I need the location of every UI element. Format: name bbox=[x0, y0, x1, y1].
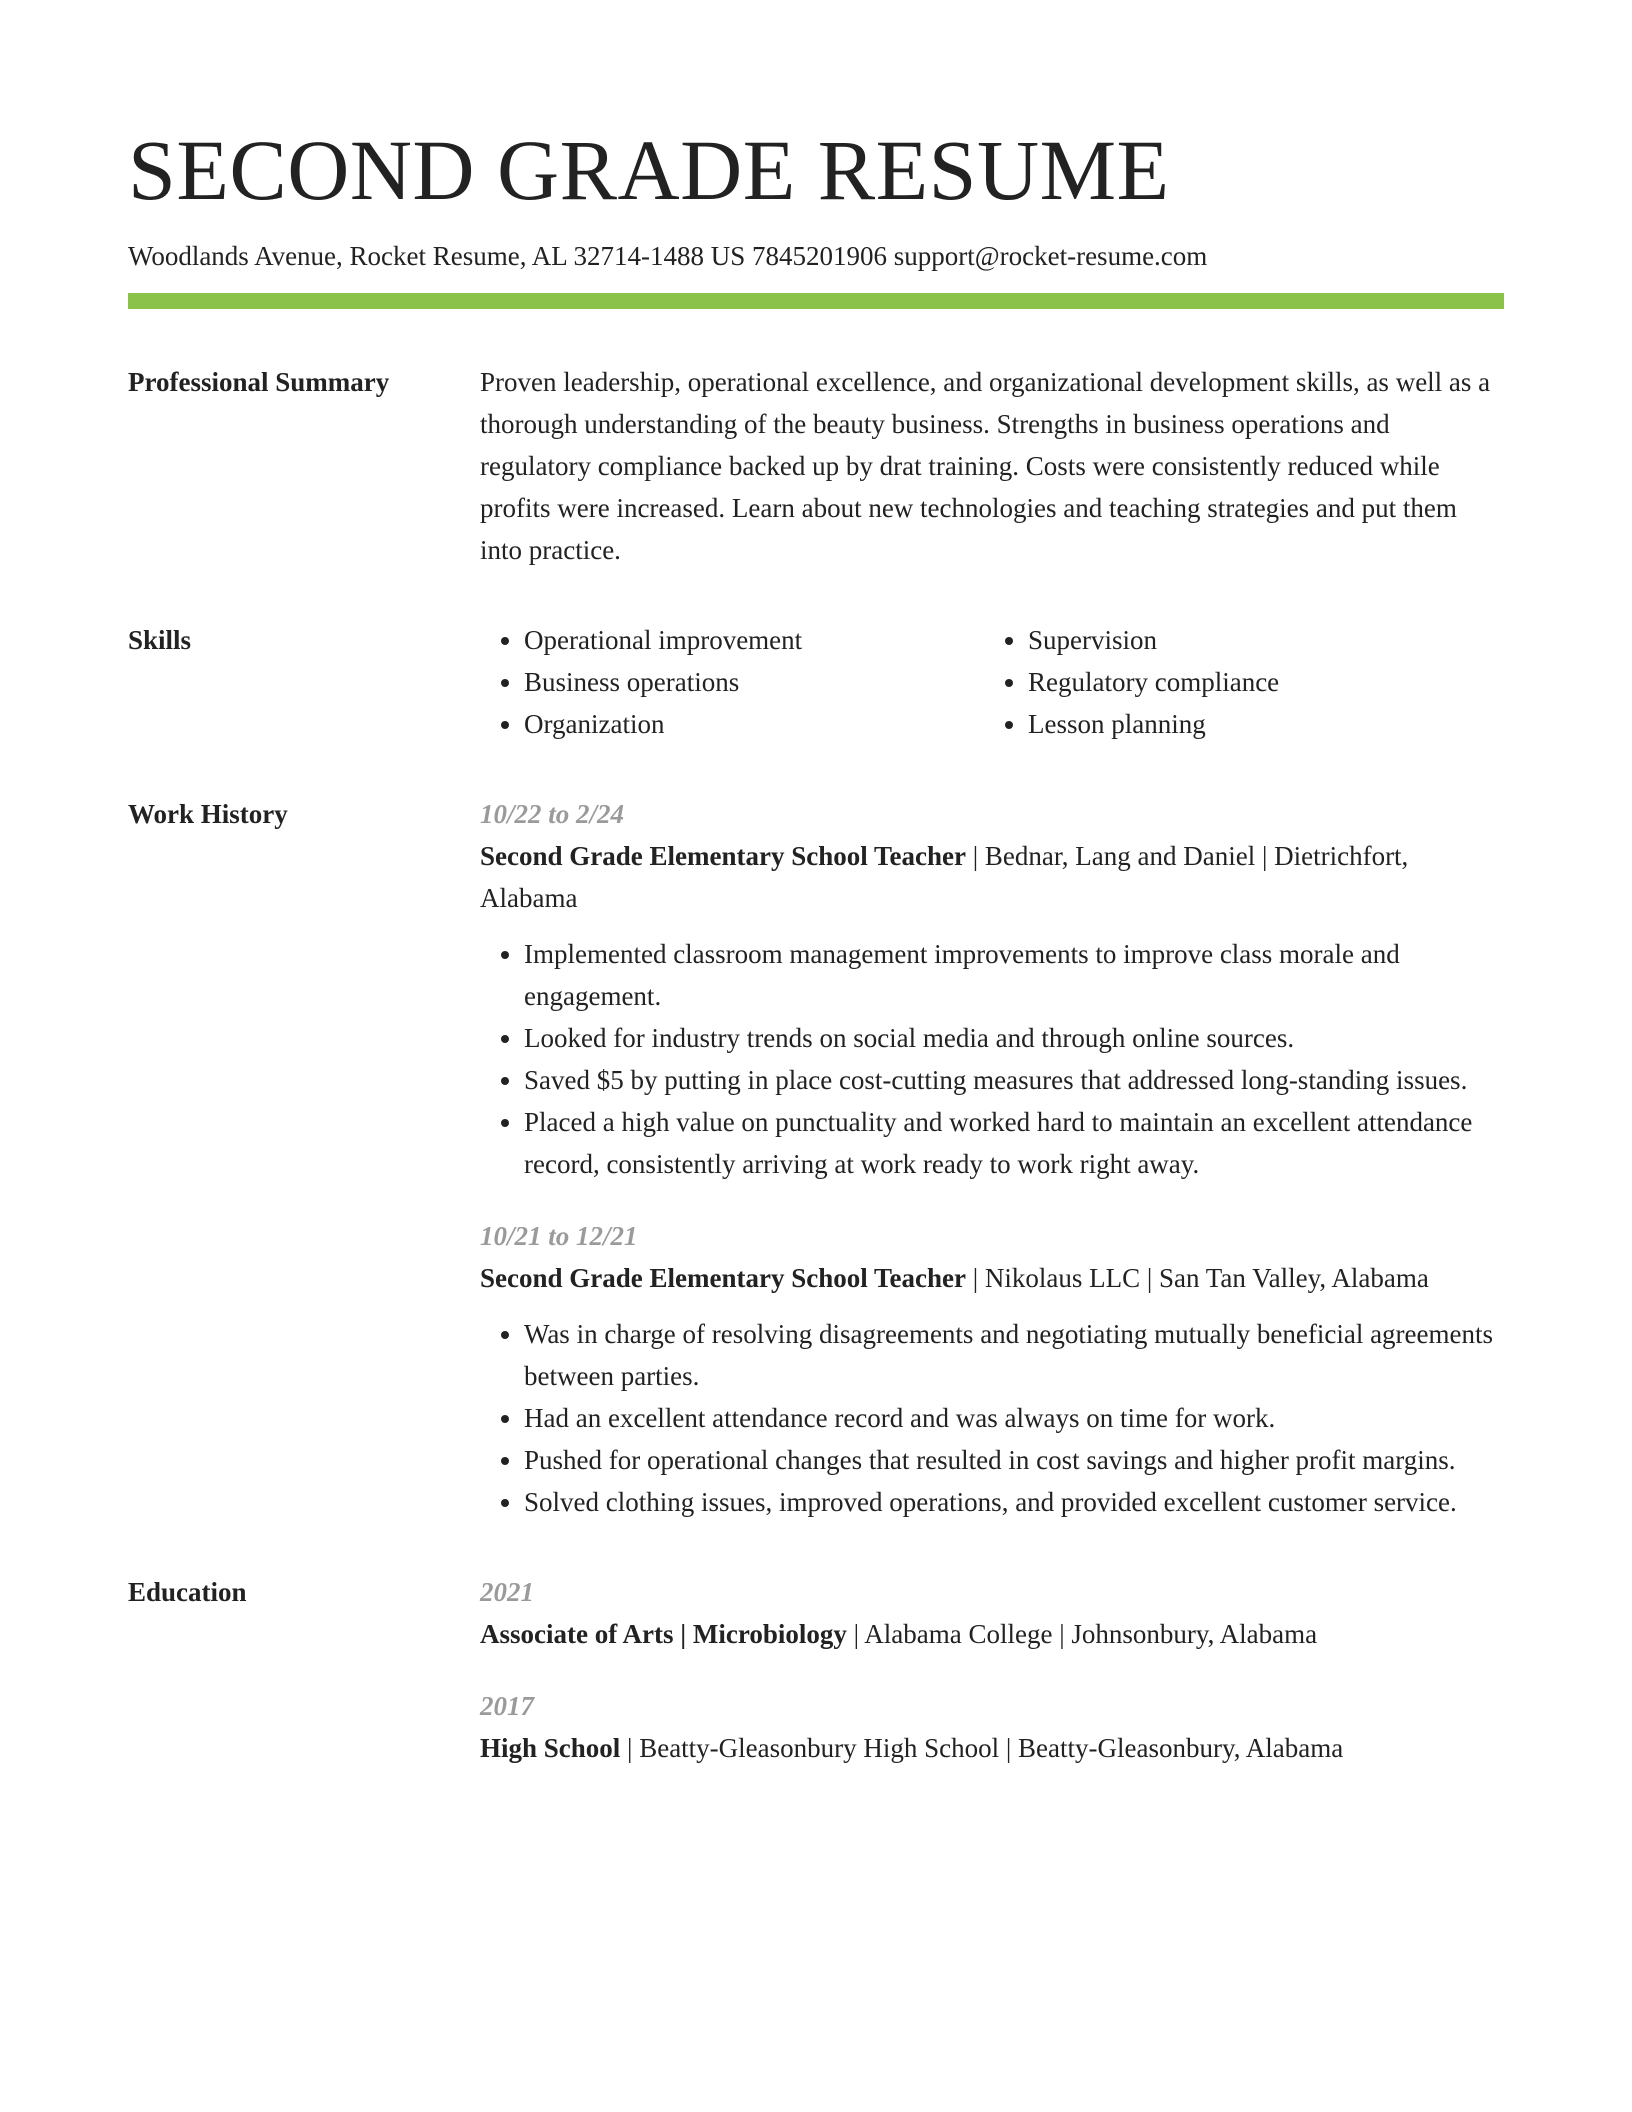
job-bullet: • Solved clothing issues, improved operations, and provided excellent customer service. bbox=[524, 1481, 1504, 1523]
job-bullets bbox=[480, 1313, 1504, 1523]
education-entry bbox=[480, 1571, 1504, 1655]
contact-phone: 7845201906 bbox=[752, 241, 888, 271]
job-bullet: • Was in charge of resolving disagreements and negotiating mutually beneficial agreements between parties. bbox=[524, 1313, 1504, 1397]
job-dates: 10/22 to 2/24 bbox=[480, 799, 625, 829]
job-entry bbox=[480, 1215, 1504, 1523]
job-bullet: • Implemented classroom management improvements to improve class morale and engagement. bbox=[524, 933, 1504, 1017]
skill-item: • Regulatory compliance bbox=[1028, 661, 1488, 703]
job-employer-location: | Nikolaus LLC | San Tan Valley, Alabama bbox=[965, 1263, 1429, 1293]
education-line bbox=[480, 1727, 1504, 1769]
education-content bbox=[480, 1571, 1504, 1769]
contact-line bbox=[128, 236, 1504, 276]
education-school-location: | Beatty-Gleasonbury High School | Beatty-Gleasonbury, Alabama bbox=[620, 1733, 1344, 1763]
job-title: Second Grade Elementary School Teacher bbox=[480, 841, 966, 871]
contact-address: Woodlands Avenue, Rocket Resume, AL 32714-1488 US bbox=[128, 241, 746, 271]
header-divider bbox=[128, 293, 1504, 309]
job-employer-location: | Bednar, Lang and Daniel | Dietrichfort, Alabama bbox=[480, 841, 1409, 913]
skills-column-1 bbox=[480, 619, 984, 745]
job-dates: 10/21 to 12/21 bbox=[480, 1221, 638, 1251]
education-heading: Education bbox=[128, 1577, 247, 1607]
education-year: 2017 bbox=[480, 1691, 534, 1721]
education-section bbox=[128, 1571, 1504, 1769]
education-degree: High School bbox=[480, 1733, 621, 1763]
job-bullet: • Looked for industry trends on social media and through online sources. bbox=[524, 1017, 1504, 1059]
job-bullet: • Placed a high value on punctuality and worked hard to maintain an excellent attendance record, consistently arriving at work ready to work right away. bbox=[524, 1101, 1504, 1185]
job-bullets bbox=[480, 933, 1504, 1185]
skills-column-2 bbox=[984, 619, 1488, 745]
education-degree: Associate of Arts | Microbiology bbox=[480, 1619, 847, 1649]
skill-item: • Lesson planning bbox=[1028, 703, 1488, 745]
summary-text: Proven leadership, operational excellence, and organizational development skills, as well as a thorough understanding of the beauty business. Strengths in business operations and regulatory compliance backed up by drat training. Costs were consistently reduced while profits were increased. Learn about new technologies and teaching strategies and put them into practice. bbox=[480, 367, 1491, 565]
summary-content bbox=[480, 361, 1504, 571]
job-bullet: • Saved $5 by putting in place cost-cutting measures that addressed long-standing issues. bbox=[524, 1059, 1504, 1101]
skill-item: • Supervision bbox=[1028, 619, 1488, 661]
work-history-content bbox=[480, 793, 1504, 1523]
resume-title: SECOND GRADE RESUME bbox=[128, 122, 1170, 218]
job-title-line bbox=[480, 835, 1504, 919]
education-school-location: | Alabama College | Johnsonbury, Alabama bbox=[846, 1619, 1318, 1649]
education-entry bbox=[480, 1685, 1504, 1769]
skills-section bbox=[128, 619, 1504, 745]
job-bullet: • Pushed for operational changes that resulted in cost savings and higher profit margins. bbox=[524, 1439, 1504, 1481]
skill-item: • Business operations bbox=[524, 661, 984, 703]
summary-section bbox=[128, 361, 1504, 571]
job-entry bbox=[480, 793, 1504, 1185]
skill-item: • Organization bbox=[524, 703, 984, 745]
education-line bbox=[480, 1613, 1504, 1655]
work-history-heading: Work History bbox=[128, 799, 288, 829]
summary-heading: Professional Summary bbox=[128, 367, 390, 397]
job-bullet: • Had an excellent attendance record and was always on time for work. bbox=[524, 1397, 1504, 1439]
skill-item: • Operational improvement bbox=[524, 619, 984, 661]
work-history-section bbox=[128, 793, 1504, 1523]
job-title-line bbox=[480, 1257, 1504, 1299]
education-year: 2021 bbox=[480, 1577, 534, 1607]
skills-content bbox=[480, 619, 1504, 745]
skills-heading: Skills bbox=[128, 625, 192, 655]
job-title: Second Grade Elementary School Teacher bbox=[480, 1263, 966, 1293]
contact-email: support@rocket-resume.com bbox=[893, 241, 1208, 271]
